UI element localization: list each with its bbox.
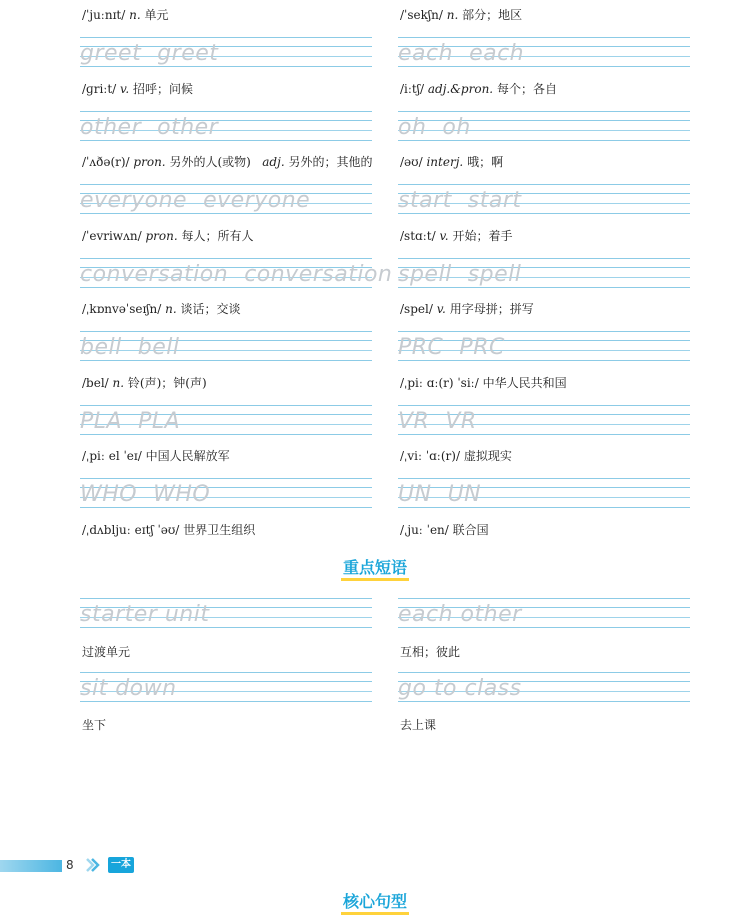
trace-phrase: sit down xyxy=(80,676,177,701)
handwriting-lines xyxy=(398,37,690,69)
phonetic-line: /stɑːt/ v. 开始；着手 xyxy=(400,229,513,243)
trace-word: oh oh xyxy=(398,115,471,140)
trace-word: each each xyxy=(398,41,525,66)
phonetic-line: /əʊ/ interj. 哦；啊 xyxy=(400,155,504,169)
handwriting-lines xyxy=(398,258,690,290)
handwriting-lines xyxy=(398,598,690,630)
phonetic-line: /iːtʃ/ adj.&pron. 每个；各自 xyxy=(400,82,557,96)
phrase-meaning: 去上课 xyxy=(400,718,437,732)
section-title-phrases: 重点短语 xyxy=(0,555,750,578)
trace-word: everyone everyone xyxy=(80,188,311,213)
handwriting-lines xyxy=(398,331,690,363)
handwriting-lines xyxy=(80,405,372,437)
trace-word: WHO WHO xyxy=(80,482,211,507)
trace-word: spell spell xyxy=(398,262,522,287)
phonetic-line: /ˌkɒnvəˈseɪʃn/ n. 谈话；交谈 xyxy=(82,302,241,316)
phonetic-line: /ˌjuː ˈen/ 联合国 xyxy=(400,523,489,537)
phonetic-line: /ɡriːt/ v. 招呼；问候 xyxy=(82,82,194,96)
handwriting-lines xyxy=(80,478,372,510)
trace-phrase: each other xyxy=(398,602,522,627)
trace-word: PLA PLA xyxy=(80,409,181,434)
handwriting-lines xyxy=(398,184,690,216)
handwriting-lines xyxy=(80,184,372,216)
phonetic-line: /ˈsekʃn/ n. 部分；地区 xyxy=(400,8,523,22)
phonetic-line: /ˈevriwʌn/ pron. 每人；所有人 xyxy=(82,229,254,243)
phonetic-line: /ˈʌðə(r)/ pron. 另外的人(或物) adj. 另外的；其他的 xyxy=(82,155,373,169)
phonetic-line: /spel/ v. 用字母拼；拼写 xyxy=(400,302,534,316)
handwriting-lines xyxy=(80,598,372,630)
chevron-right-icon xyxy=(84,857,100,873)
trace-word: PRC PRC xyxy=(398,335,505,360)
trace-word: greet greet xyxy=(80,41,219,66)
handwriting-lines xyxy=(80,331,372,363)
footer-bar xyxy=(0,860,62,872)
handwriting-lines xyxy=(80,111,372,143)
trace-phrase: go to class xyxy=(398,676,522,701)
trace-word: UN UN xyxy=(398,482,482,507)
phonetic-line: /ˌviː ˈɑː(r)/ 虚拟现实 xyxy=(400,449,512,463)
handwriting-lines xyxy=(80,672,372,704)
trace-word: VR VR xyxy=(398,409,477,434)
phonetic-line: /ˌpiː ɑː(r) ˈsiː/ 中华人民共和国 xyxy=(400,376,567,390)
handwriting-lines xyxy=(398,405,690,437)
section-title-sentences: 核心句型 xyxy=(0,889,750,912)
page-number: 8 xyxy=(66,858,74,872)
trace-word: other other xyxy=(80,115,219,140)
phonetic-line: /ˈjuːnɪt/ n. 单元 xyxy=(82,8,169,22)
phonetic-line: /ˌpiː el ˈeɪ/ 中国人民解放军 xyxy=(82,449,230,463)
phonetic-line: /bel/ n. 铃(声)；钟(声) xyxy=(82,376,207,390)
phrase-meaning: 过渡单元 xyxy=(82,645,131,659)
handwriting-lines xyxy=(80,37,372,69)
trace-phrase: starter unit xyxy=(80,602,210,627)
publisher-logo: 一本 xyxy=(108,857,134,873)
trace-word: start start xyxy=(398,188,522,213)
handwriting-lines xyxy=(398,478,690,510)
trace-word: conversation conversation xyxy=(80,262,393,287)
phonetic-line: /ˌdʌbljuː eɪtʃ ˈəʊ/ 世界卫生组织 xyxy=(82,523,256,537)
phrase-meaning: 坐下 xyxy=(82,718,107,732)
handwriting-lines xyxy=(398,672,690,704)
phrase-meaning: 互相；彼此 xyxy=(400,645,461,659)
handwriting-lines xyxy=(80,258,393,290)
trace-word: bell bell xyxy=(80,335,180,360)
handwriting-lines xyxy=(398,111,690,143)
